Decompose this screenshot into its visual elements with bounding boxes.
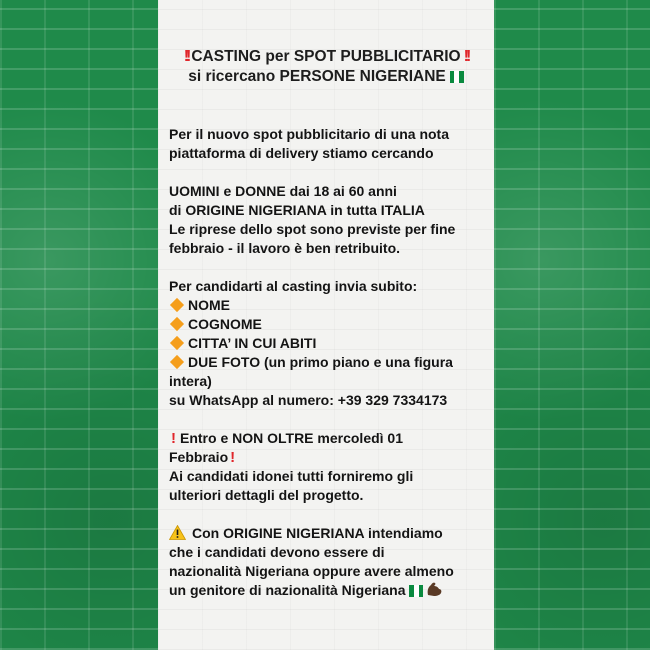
orange-diamond-icon [170, 298, 184, 312]
list-item: COGNOME [169, 315, 487, 334]
apply-heading: Per candidarti al casting invia subito: [169, 278, 418, 294]
note-line-4: un genitore di nazionalità Nigeriana [169, 581, 487, 600]
intro-line-1: Per il nuovo spot pubblicitario di una nota [169, 126, 450, 142]
nigeria-flag-icon [409, 585, 423, 597]
target-line-1: UOMINI e DONNE dai 18 ai 60 anni [169, 183, 397, 199]
note-line-1: Con ORIGINE NIGERIANA intendiamo [169, 524, 487, 543]
warning-icon [169, 525, 186, 540]
list-item: NOME [169, 296, 487, 315]
target-line-2: di ORIGINE NIGERIANA in tutta ITALIA [169, 202, 425, 218]
title-line-2: si ricercano PERSONE NIGERIANE [158, 67, 494, 87]
poster-title [158, 47, 494, 87]
target-line-4: febbraio - il lavoro è ben retribuito. [169, 240, 401, 256]
whatsapp-contact: su WhatsApp al numero: +39 329 7334173 [169, 392, 448, 408]
orange-diamond-icon [170, 317, 184, 331]
nigeria-flag-icon [450, 71, 464, 83]
deadline-line-4: ulteriori dettagli del progetto. [169, 487, 364, 503]
note-line-2: che i candidati devono essere di [169, 544, 385, 560]
list-item: DUE FOTO (un primo piano e una figura [169, 353, 487, 372]
orange-diamond-icon [170, 336, 184, 350]
list-item: CITTA’ IN CUI ABITI [169, 334, 487, 353]
flag-green-left-band [0, 0, 158, 650]
deadline-line-3: Ai candidati idonei tutti forniremo gli [169, 468, 414, 484]
double-exclamation-icon: !! [463, 48, 469, 65]
deadline-line-2: Febbraio ! [169, 449, 236, 466]
intro-line-2: piattaforma di delivery stiamo cercando [169, 145, 434, 161]
flag-green-right-band [494, 0, 650, 650]
orange-diamond-icon [170, 355, 184, 369]
list-item-continuation: intera) [169, 373, 212, 389]
red-exclamation-icon: ! [230, 449, 236, 466]
flexed-arm-icon [425, 581, 443, 597]
deadline-line-1: ! Entro e NON OLTRE mercoledì 01 [171, 430, 404, 447]
red-exclamation-icon: ! [171, 430, 176, 447]
target-line-3: Le riprese dello spot sono previste per fine [169, 221, 456, 237]
note-line-3: nazionalità Nigeriana oppure avere almeno [169, 563, 454, 579]
poster-body [169, 125, 487, 600]
double-exclamation-icon: !! [183, 48, 189, 65]
title-line-1: !! CASTING per SPOT PUBBLICITARIO !! [183, 48, 469, 65]
